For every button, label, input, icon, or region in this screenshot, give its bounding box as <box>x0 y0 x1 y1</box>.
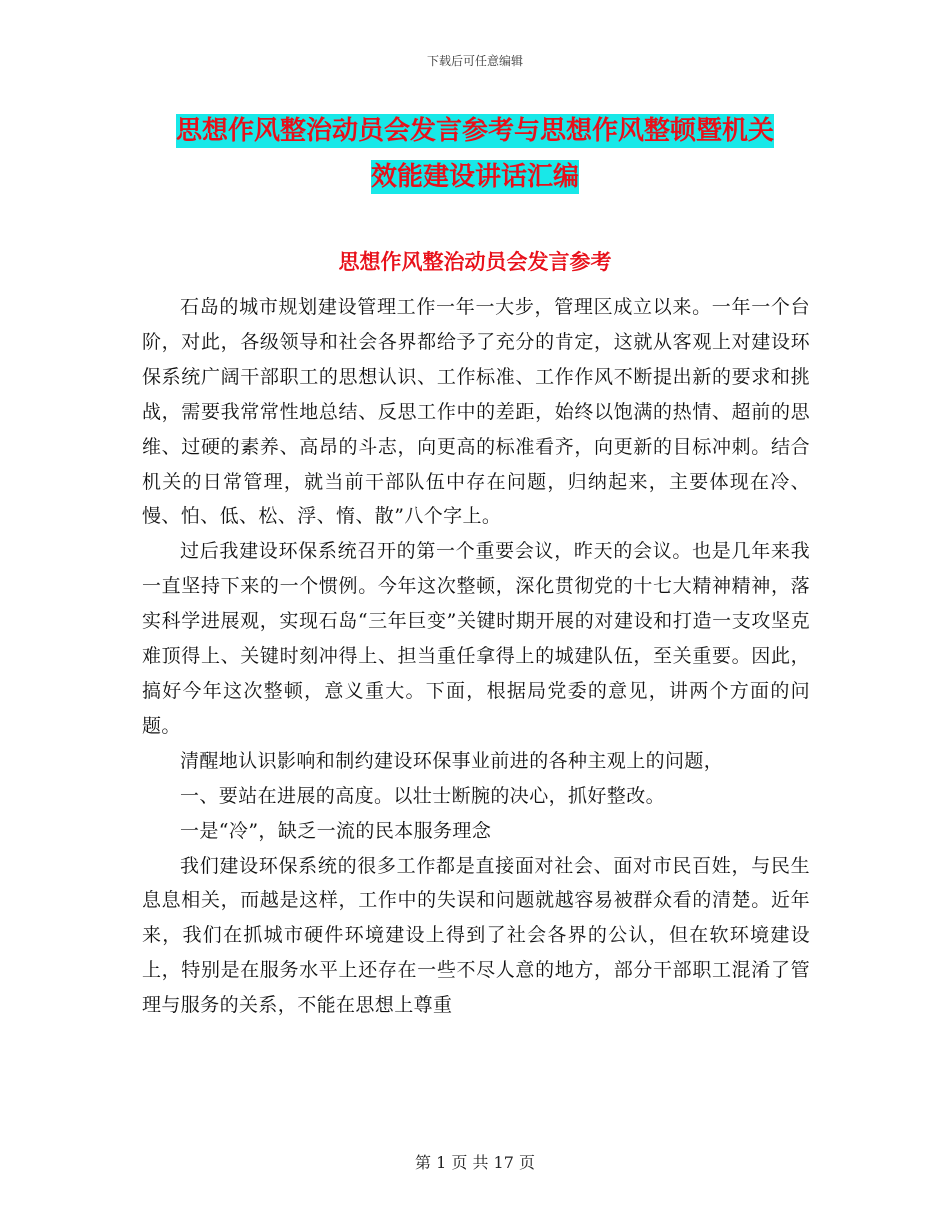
document-body <box>142 290 810 1023</box>
document-title-line1: 思想作风整治动员会发言参考与思想作风整顿暨机关 <box>175 116 774 146</box>
page-number-footer: 第 1 页 共 17 页 <box>415 1153 535 1172</box>
section-title: 思想作风整治动员会发言参考 <box>338 249 612 274</box>
document-title-line2: 效能建设讲话汇编 <box>370 162 579 192</box>
paragraph: 我们建设环保系统的很多工作都是直接面对社会、面对市民百姓，与民生息息相关，而越是这样，工作中的失误和问题就越容易被群众看的清楚。近年来，我们在抓城市硬件环境建设上得到了社会各界的公认，但在软环境建设上，特别是在服务水平上还存在一些不尽人意的地方，部分干部职工混淆了管理与服务的关系，不能在思想上尊重 <box>142 854 810 1017</box>
page-header-note: 下载后可任意编辑 <box>426 54 523 68</box>
paragraph: 过后我建设环保系统召开的第一个重要会议，昨天的会议。也是几年来我一直坚持下来的一个惯例。今年这次整顿，深化贯彻党的十七大精神精神，落实科学进展观，实现石岛“三年巨变”关键时期开展的对建设和打造一支攻坚克难顶得上、关键时刻冲得上、担当重任拿得上的城建队伍，至关重要。因此，搞好今年这次整顿，意义重大。下面，根据局党委的意见，讲两个方面的问题。 <box>142 540 810 737</box>
paragraph: 一是“冷”，缺乏一流的民本服务理念 <box>180 819 492 842</box>
paragraph: 清醒地认识影响和制约建设环保事业前进的各种主观上的问题， <box>180 749 724 772</box>
paragraph: 一、要站在进展的高度。以壮士断腕的决心，抓好整改。 <box>180 784 666 807</box>
document-title <box>140 108 810 200</box>
paragraph: 石岛的城市规划建设管理工作一年一大步，管理区成立以来。一年一个台阶，对此，各级领导和社会各界都给予了充分的肯定，这就从客观上对建设环保系统广阔干部职工的思想认识、工作标准、工作作风不断提出新的要求和挑战，需要我常常性地总结、反思工作中的差距，始终以饱满的热情、超前的思维、过硬的素养、高昂的斗志，向更高的标准看齐，向更新的目标冲刺。结合机关的日常管理，就当前干部队伍中存在问题，归纳起来，主要体现在冷、慢、怕、低、松、浮、惰、散”八个字上。 <box>142 296 810 528</box>
